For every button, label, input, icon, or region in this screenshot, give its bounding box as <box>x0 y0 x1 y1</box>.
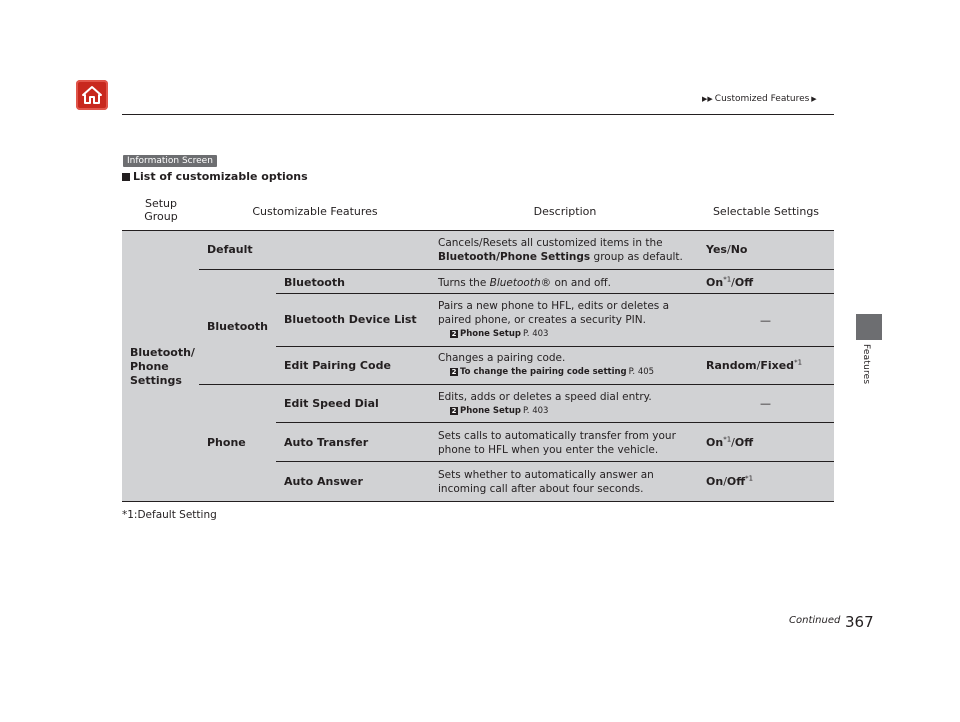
feature-default: Default <box>207 243 253 256</box>
description-line: Cancels/Resets all customized items in the <box>438 237 663 249</box>
row-divider <box>276 346 834 347</box>
setting-option: Random <box>706 359 757 372</box>
description-auto-answer: Sets whether to automatically answer an incoming call after about four seconds. <box>438 469 654 495</box>
footnote: *1:Default Setting <box>122 509 217 521</box>
breadcrumb-arrow-icon: ▶▶ <box>702 95 713 103</box>
setting-edit-pairing-code <box>706 359 802 373</box>
reference-arrow-icon: 2 <box>451 368 457 376</box>
setting-option: Off <box>726 475 746 488</box>
breadcrumb[interactable] <box>702 94 817 104</box>
setting-option: On <box>706 436 724 449</box>
subgroup-bluetooth: Bluetooth <box>207 320 268 333</box>
description-bluetooth-device-list <box>438 299 678 340</box>
setting-option: On <box>706 475 724 488</box>
description-edit-pairing-code <box>438 351 693 378</box>
reference-page: P. 403 <box>522 329 549 339</box>
cross-reference[interactable] <box>450 328 678 340</box>
feature-bluetooth-device-list: Bluetooth Device List <box>284 313 417 326</box>
chapter-tab[interactable] <box>856 314 882 340</box>
footnote-marker: *1 <box>745 474 754 483</box>
screen-badge: Information Screen <box>123 155 217 167</box>
home-icon <box>81 85 103 105</box>
subgroup-phone: Phone <box>207 436 246 449</box>
setting-auto-answer <box>706 475 753 489</box>
group-label: Bluetooth/ Phone Settings <box>130 346 195 387</box>
chapter-tab-label: Features <box>861 344 871 385</box>
description-text: Edits, adds or deletes a speed dial entry. <box>438 391 652 403</box>
footnote-marker: *1 <box>723 435 732 444</box>
description-auto-transfer: Sets calls to automatically transfer from your phone to HFL when you enter the vehicle. <box>438 430 676 456</box>
feature-auto-answer: Auto Answer <box>284 475 363 488</box>
row-divider <box>199 384 834 385</box>
footnote-marker: *1 <box>794 358 803 367</box>
setting-default <box>706 243 747 257</box>
reference-label: Phone Setup <box>460 329 521 339</box>
header-setup-group: Setup Group <box>144 197 178 223</box>
feature-auto-transfer: Auto Transfer <box>284 436 369 449</box>
reference-page: P. 405 <box>628 367 655 377</box>
reference-label: To change the pairing code setting <box>460 367 627 377</box>
description-edit-speed-dial <box>438 390 693 417</box>
description-default <box>438 236 693 264</box>
square-bullet-icon <box>122 173 130 181</box>
breadcrumb-label[interactable]: Customized Features <box>714 94 810 104</box>
reference-arrow-icon: 2 <box>451 407 457 415</box>
breadcrumb-arrow-icon: ▶ <box>811 95 817 103</box>
setting-option: No <box>730 243 748 256</box>
table-bottom-rule <box>122 501 834 502</box>
reference-label: Phone Setup <box>460 406 521 416</box>
feature-edit-speed-dial: Edit Speed Dial <box>284 397 379 410</box>
setting-bluetooth <box>706 276 753 290</box>
section-heading-text: List of customizable options <box>133 170 308 183</box>
feature-edit-pairing-code: Edit Pairing Code <box>284 359 391 372</box>
continued-label: Continued <box>789 615 841 626</box>
header-description: Description <box>533 205 597 218</box>
description-italic: Bluetooth <box>489 277 541 289</box>
separator: / <box>731 436 735 449</box>
setting-none: — <box>760 397 771 410</box>
header-customizable-features: Customizable Features <box>252 205 378 218</box>
setting-option: Off <box>734 276 754 289</box>
description-bold: Bluetooth/Phone Settings <box>438 251 591 263</box>
setting-option: Off <box>734 436 754 449</box>
description-text: Turns the <box>438 277 490 289</box>
page-number: 367 <box>845 613 874 631</box>
setting-none: — <box>760 314 771 327</box>
description-text: ® on and off. <box>540 277 611 289</box>
reference-page: P. 403 <box>522 406 549 416</box>
description-bluetooth <box>438 276 693 290</box>
setting-option: On <box>706 276 724 289</box>
description-tail: group as default. <box>590 251 683 263</box>
cross-reference[interactable] <box>450 366 693 378</box>
feature-bluetooth: Bluetooth <box>284 276 345 289</box>
description-text: Changes a pairing code. <box>438 352 566 364</box>
cross-reference[interactable] <box>450 405 693 417</box>
row-divider <box>199 269 834 270</box>
row-divider <box>276 293 834 294</box>
row-divider <box>276 422 834 423</box>
setting-auto-transfer <box>706 436 753 450</box>
header-divider <box>122 114 834 115</box>
section-heading <box>122 170 308 183</box>
header-selectable-settings: Selectable Settings <box>712 205 820 218</box>
separator: / <box>731 276 735 289</box>
row-divider <box>276 461 834 462</box>
separator: / <box>726 243 731 256</box>
reference-arrow-icon: 2 <box>451 330 457 338</box>
home-button[interactable] <box>76 80 108 110</box>
setting-option: Fixed <box>760 359 795 372</box>
description-text: Pairs a new phone to HFL, edits or deletes a paired phone, or creates a security PIN. <box>438 300 670 326</box>
setting-option: Yes <box>706 243 727 256</box>
description-line <box>438 250 693 264</box>
separator: / <box>756 359 761 372</box>
separator: / <box>723 475 727 488</box>
footnote-marker: *1 <box>723 275 732 284</box>
